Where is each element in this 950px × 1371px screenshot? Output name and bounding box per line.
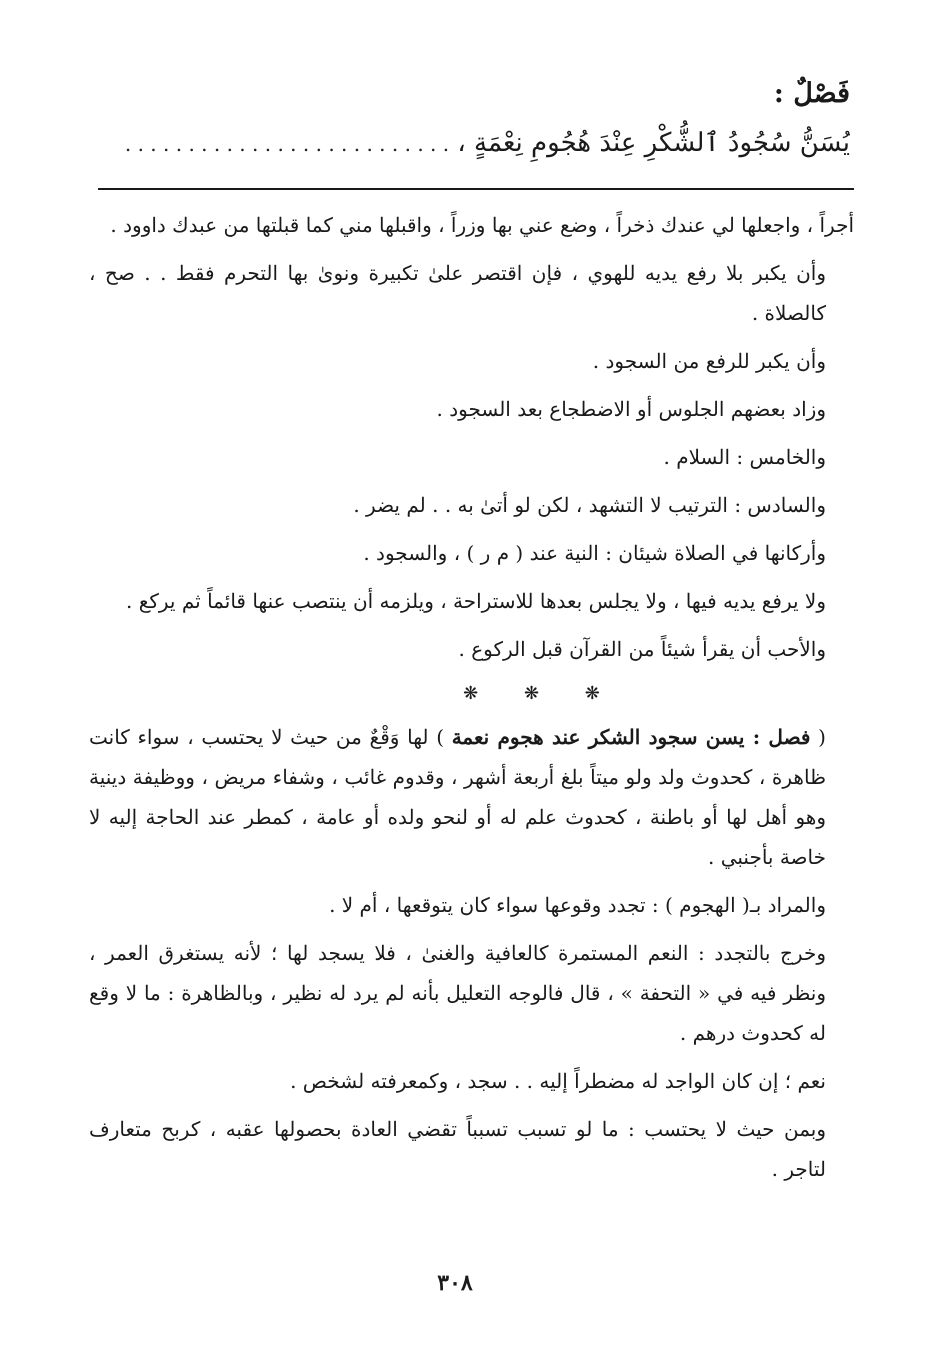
paragraph-12: وخرج بالتجدد : النعم المستمرة كالعافية والغنىٰ ، فلا يسجد لها ؛ لأنه يستغرق العمر ، ونظر فيه في « التحفة » ، قال فالوجه التعليل بأنه لم يرد له نظير ، وبالظاهرة : ما لا وقع له كحدوث درهم . [89, 941, 826, 1045]
paragraph-13: نعم ؛ إن كان الواجد له مضطراً إليه . . سجد ، وكمعرفته لشخص . [290, 1069, 826, 1093]
matn-header [90, 70, 850, 168]
paragraph-3: وأن يكبر للرفع من السجود . [592, 349, 826, 373]
paragraph-10-rest: ) لها وَقْعٌ من حيث لا يحتسب ، سواء كانت ظاهرة ، كحدوث ولد ولو ميتاً بلغ أربعة أشهر ، وقدوم غائب ، وشفاء مريض ، ووظيفة دينية وهو أهل لها أو باطنة ، كحدوث علم له أو لنحو ولده أو عامة ، كمطر عند الحاجة إليه لا خاصة بأجنبي . [89, 725, 826, 869]
paragraph-11: والمراد بـ( الهجوم ) : تجدد وقوعها سواء كان يتوقعها ، أم لا . [329, 893, 826, 917]
paragraph-9: والأحب أن يقرأ شيئاً من القرآن قبل الركوع . [458, 637, 826, 661]
paragraph-2: وأن يكبر بلا رفع يديه للهوي ، فإن اقتصر علىٰ تكبيرة ونوىٰ بها التحرم فقط . . صح ، كالصلاة . [89, 261, 826, 325]
section-heading: فَصْلٌ : [773, 78, 850, 109]
paragraph-10-open: ( [810, 725, 826, 749]
paragraph-10-bold-quote: فصل : يسن سجود الشكر عند هجوم نعمة [451, 725, 811, 749]
paragraph-14: وبمن حيث لا يحتسب : ما لو تسبب تسبباً تقضي العادة بحصولها عقبه ، كربح متعارف لتاجر . [89, 1117, 826, 1181]
matn-text-line [90, 118, 850, 168]
matn-dots: . . . . . . . . . . . . . . . . . . . . . . . . . . [124, 132, 450, 156]
paragraph-10 [89, 717, 854, 877]
paragraph-5: والخامس : السلام . [663, 445, 826, 469]
paragraph-6: والسادس : الترتيب لا التشهد ، لكن لو أتىٰ به . . لم يضر . [353, 493, 826, 517]
page-number: ٣٠٨ [437, 1270, 473, 1296]
paragraph-7: وأركانها في الصلاة شيئان : النية عند ( م ر ) ، والسجود . [363, 541, 826, 565]
matn-text: يُسَنُّ سُجُودُ ٱلشُّكْرِ عِنْدَ هُجُومِ نِعْمَةٍ ، [457, 128, 850, 158]
paragraph-8: ولا يرفع يديه فيها ، ولا يجلس بعدها للاستراحة ، ويلزمه أن ينتصب عنها قائماً ثم يركع . [126, 589, 826, 613]
paragraph-1: أجراً ، واجعلها لي عندك ذخراً ، وضع عني بها وزراً ، واقبلها مني كما قبلتها من عبدك داوود . [110, 213, 854, 237]
paragraph-4: وزاد بعضهم الجلوس أو الاضطجاع بعد السجود . [436, 397, 826, 421]
header-divider [98, 188, 854, 190]
commentary-body [89, 205, 854, 1197]
section-separator-stars: ❋ ❋ ❋ [463, 683, 620, 704]
